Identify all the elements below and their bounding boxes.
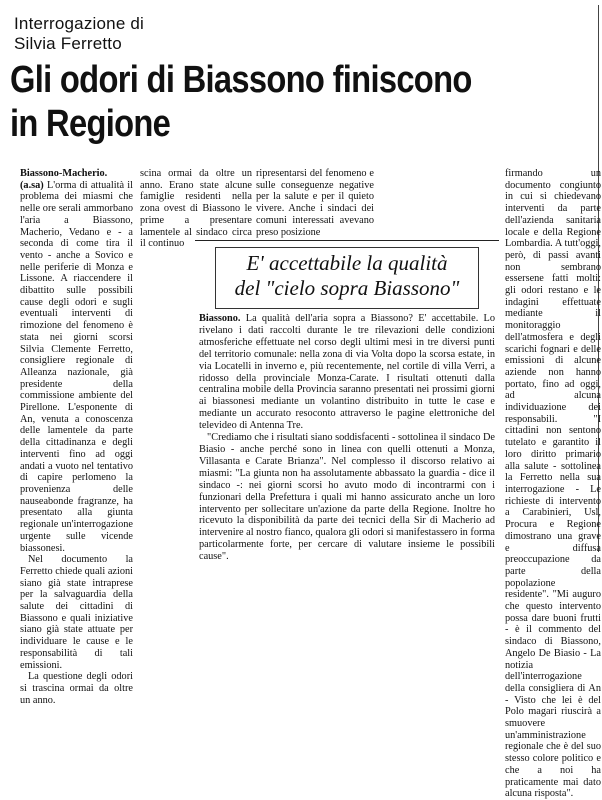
- headline-line-1: Gli odori di Biassono finiscono: [10, 59, 472, 101]
- dateline: Biassono-Macherio. (a.sa): [20, 168, 108, 191]
- column-1-paragraph-2: Nel documento la Ferretto chiede quali azioni siano già state intraprese per la salvaguardia della salute dei cittadini di Biassono e quali iniziative siano già state attuate per individuare le cause e le responsabilità di tali emissioni.: [20, 554, 133, 671]
- column-1-paragraph-1: L'orma di attualità il problema dei miasmi che nelle ore serali ammorbano l'aria a Biassono, Macherio, Vedano e - a seconda di come tira il vento - anche a Sovico e nelle periferie di Monza e Lissone. A riaccendere il dibattito sulle possibili cause degli odori e sugli eventuali interventi di rimozione del fenomeno è stata nei giorni scorsi Silvia Clemente Ferretto, consigliere regionale di Alleanza nazionale, già presidente della commissione ambiente del Pirellone. L'esponente di An, venuta a conoscenza delle lamentele da parte della cittadinanza e degli interventi fino ad oggi andati a vuoto nel tentativo di capire perlomeno la provenienza delle nauseabonde fragranze, ha presentato alla giunta regionale un'interrogazione urgente sulle vicende biassonesi.: [20, 179, 133, 554]
- sidebar-body: [199, 313, 495, 563]
- headline-line-2: in Regione: [10, 103, 171, 145]
- article-column-3: [256, 168, 374, 238]
- kicker-line-1: Interrogazione di: [14, 14, 145, 33]
- sidebar-title-line-2: del "cielo sopra Biassono": [234, 276, 460, 300]
- article-kicker: [14, 14, 314, 54]
- kicker-line-2: Silvia Ferretto: [14, 34, 122, 53]
- column-2-text: scina ormai da oltre un anno. Erano state alcune famiglie residenti nella zona ovest di Biassono le prime a presentare lamentele al sindaco circa il continuo: [140, 168, 252, 250]
- sidebar-box: [195, 240, 499, 563]
- article-column-5: [505, 168, 601, 800]
- article-headline: [10, 58, 517, 146]
- column-3-text: ripresentarsi del fenomeno e sulle conseguenze negative per la salute e per il quieto vivere. Anche i sindaci dei comuni interessati avevano preso posizione: [256, 168, 374, 238]
- sidebar-title-line-1: E' accettabile la qualità: [246, 251, 448, 275]
- column-1-paragraph-3: La questione degli odori si trascina ormai da oltre un anno.: [20, 671, 133, 706]
- sidebar-title: [195, 251, 499, 301]
- sidebar-paragraph-1: La qualità dell'aria sopra a Biassono? E' accettabile. Lo rivelano i dati raccolti durante le tre rilevazioni delle condizioni atmosferiche effettuate nel corso degli ultimi mesi in tre diversi punti del territorio comunale: nella zona di via Volta dopo la scorsa estate, in via Locatelli in inverno e, più recentemente, nel cortile di villa Verri, a ridosso della provinciale Monza-Carate. I risultati ottenuti dalla centralina mobile della Provincia saranno presentati nei prossimi giorni ai biassonesi mediante un volantino distribuito in tutte le case e mediante un accurato resoconto attraverso le pagine elettroniche del televideo di Antenna Tre.: [199, 313, 495, 432]
- sidebar-dateline: Biassono.: [199, 313, 241, 324]
- article-column-1: [20, 168, 133, 706]
- article-column-2: [140, 168, 252, 250]
- sidebar-paragraph-2: "Crediamo che i risultati siano soddisfacenti - sottolinea il sindaco De Biasio - anche perché sono in linea con quelli ottenuti a Monza, Villasanta e Carate Brianza". Nel complesso il discorso relativo ai miasmi: "La giunta non ha assolutamente abbassato la guardia - dice il sindaco -: nei giorni scorsi ho avuto modo di incontrarmi con i funzionari della Prefettura i quali mi hanno assicurato anche un loro intervento per sollecitare un'azione da parte della Regione. Inoltre ho ricevuto la disponibilità da parte dei tecnici della Sir di Macherio ad intervenire al nostro fianco, qualora gli odori si manifestassero in forma particolarmente forte, per cercare di valutare insieme le possibili cause".: [199, 432, 495, 563]
- column-5-text: firmando un documento congiunto in cui si chiedevano interventi da parte dell'azienda sanitaria locale e della Regione Lombardia. A tutt'oggi, però, di passi avanti non sembrano essersene fatti molti: gli odori restano e le indagini effettuate mediante il monitoraggio dell'atmosfera e degli scarichi fognari e delle emissioni di alcune aziende non hanno portato, fino ad oggi, ad alcuna individuazione dei responsabili. "I cittadini non sentono tutelato e garantito il loro diritto primario alla salute - sottolinea la Ferretto nella sua interrogazione - Le richieste di intervento a Carabinieri, Usl, Procura e Regione dimostrano una grave e diffusa preoccupazione da parte della popolazione residente". "Mi auguro che questo intervento possa dare buoni frutti - è il commento del sindaco di Biassono, Angelo De Biasio - La notizia dell'interrogazione della consigliera di An - Visto che lei è del Polo magari riuscirà a smuovere un'amministrazione regionale che è del suo stesso colore politico e che a noi ha praticamente mai dato alcuna risposta".: [505, 168, 601, 800]
